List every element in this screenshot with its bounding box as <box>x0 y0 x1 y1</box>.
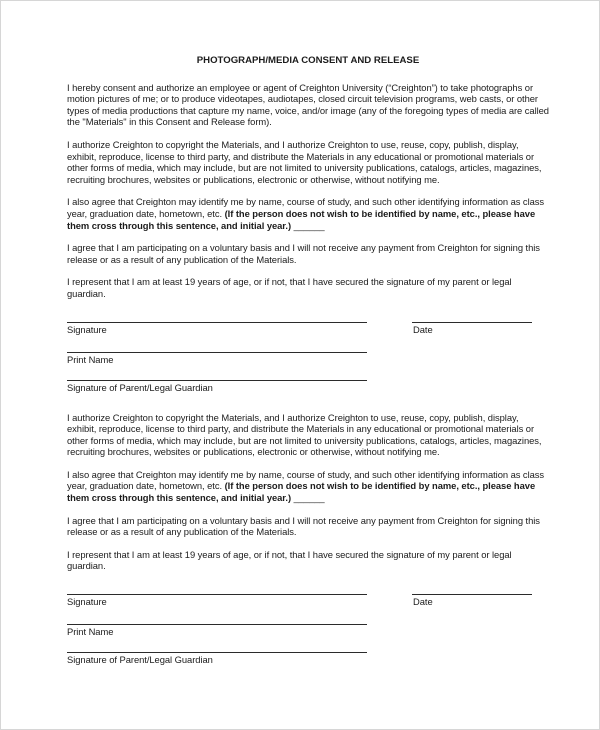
signature-label: Signature <box>67 596 107 608</box>
identify-bold-note: (If the person does not wish to be identified by name, etc., please have them cross through this sentence, and initial year.) <box>67 207 536 231</box>
date-label: Date <box>413 596 433 608</box>
initial-blank[interactable]: ______ <box>291 219 325 231</box>
print-name-label: Print Name <box>67 353 114 365</box>
age-paragraph-repeat: I represent that I am at least 19 years of age, or if not, that I have secured the signature of my parent or legal guardian. <box>67 548 512 572</box>
copyright-paragraph: I authorize Creighton to copyright the Materials, and I authorize Creighton to use, reuse, copy, publish, display, exhibit, reproduce, license to third party, and distribute the Materials in any educational or promotional materials or other forms of media, which may include, but are not limited to university publications, catalogs, articles, magazines, recruiting brochures, websites or publications, electronic or otherwise, without notifying me. <box>67 138 542 185</box>
signature-block-2 <box>67 584 549 684</box>
print-name-label: Print Name <box>67 626 114 638</box>
initial-blank[interactable]: ______ <box>291 492 325 504</box>
signature-block-1 <box>67 312 549 412</box>
age-paragraph: I represent that I am at least 19 years of age, or if not, that I have secured the signature of my parent or legal guardian. <box>67 276 512 299</box>
identify-paragraph-repeat <box>67 469 549 504</box>
document-body <box>67 55 549 684</box>
date-line[interactable] <box>412 594 532 595</box>
guardian-signature-line[interactable] <box>67 380 367 381</box>
signature-line[interactable] <box>67 594 367 595</box>
voluntary-paragraph: I agree that I am participating on a voluntary basis and I will not receive any payment from Creighton for signing this release or as a result of any publication of the Materials. <box>67 242 540 265</box>
document-title: PHOTOGRAPH/MEDIA CONSENT AND RELEASE <box>196 55 420 66</box>
signature-line[interactable] <box>67 322 367 323</box>
consent-paragraph: I hereby consent and authorize an employee or agent of Creighton University (“Creighton”) to take photographs or motion pictures of me; or to produce videotapes, audiotapes, closed circuit television programs, web casts, or other types of media productions that capture my name, voice, and/or image (any of the foregoing types of media are called the "Materials" in this Consent and Release form). <box>67 81 549 128</box>
print-name-line[interactable] <box>67 352 367 353</box>
voluntary-paragraph-repeat: I agree that I am participating on a voluntary basis and I will not receive any payment from Creighton for signing this release or as a result of any publication of the Materials. <box>67 514 540 538</box>
identify-text: I also agree that Creighton may identify me by name, course of study, and such other identifying information as class year, graduation date, hometown, etc. <box>67 196 545 219</box>
guardian-signature-line[interactable] <box>67 652 367 653</box>
identify-text: I also agree that Creighton may identify me by name, course of study, and such other identifying information as class year, graduation date, hometown, etc. <box>67 468 545 492</box>
guardian-signature-label: Signature of Parent/Legal Guardian <box>67 654 213 666</box>
identify-paragraph <box>67 196 549 231</box>
date-line[interactable] <box>412 322 532 323</box>
date-label: Date <box>413 323 433 335</box>
signature-label: Signature <box>67 323 107 335</box>
guardian-signature-label: Signature of Parent/Legal Guardian <box>67 381 213 393</box>
print-name-line[interactable] <box>67 624 367 625</box>
identify-bold-note: (If the person does not wish to be identified by name, etc., please have them cross through this sentence, and initial year.) <box>67 480 536 504</box>
copyright-paragraph-repeat: I authorize Creighton to copyright the Materials, and I authorize Creighton to use, reuse, copy, publish, display, exhibit, reproduce, license to third party, and distribute the Materials in any educational or promotional materials or other forms of media, which may include, but are not limited to university publications, catalogs, articles, magazines, recruiting brochures, websites or publications, electronic or otherwise, without notifying me. <box>67 411 542 458</box>
